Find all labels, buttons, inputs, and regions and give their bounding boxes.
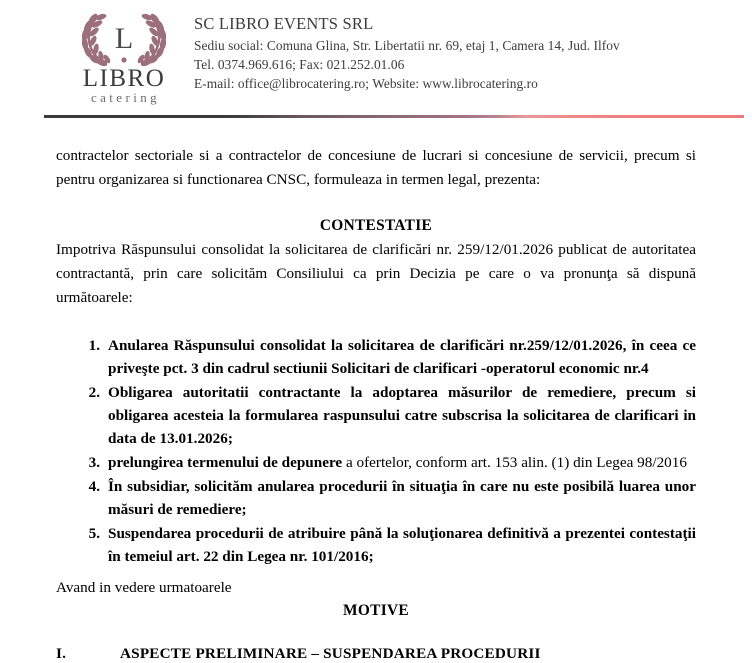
company-logo [68,8,180,104]
claim-bold-text: Anularea Răspunsului consolidat la solicitarea de clarificări nr.259/12/01.2026, în ceea ce priveşte pct. 3 din cadrul sectiunii Solicitari de clarificari -operatorul economic nr.4 [108,337,696,378]
spacer [56,620,696,645]
company-name: SC LIBRO EVENTS SRL [194,14,374,33]
laurel-wreath-icon [76,10,172,68]
company-phone-fax: Tel. 0374.969.616; Fax: 021.252.01.06 [194,56,405,72]
claim-bold-text: Suspendarea procedurii de atribuire până la soluţionarea definitivă a prezentei contestaţii în temeiul art. 22 din Legea nr. 101/2016; [108,524,696,565]
claim-regular-text: a ofertelor, conform art. 153 alin. (1) din Legea 98/2016 [342,453,687,471]
claim-bold-text: prelungirea termenului de depunere [108,453,343,471]
letterhead-divider [44,115,744,118]
logo-wordmark: LIBRO [82,65,166,92]
section-heading [56,645,696,663]
opening-paragraph: contractelor sectoriale si a contractelor de concesiune de lucrari si concesiune de servicii, precum si pentru organizarea si functionarea CNSC, formuleaza in termen legal, prezenta: [56,147,696,189]
document-title: CONTESTATIE [319,217,433,235]
claim-bold-text: Obligarea autoritatii contractante la adoptarea măsurilor de remediere, precum si obligarea acesteia la formularea raspunsului catre subscrisa la solicitarea de clarificari in data de 13.01.2026; [108,383,696,447]
claims-list [56,335,696,569]
company-address: Sediu social: Comuna Glina, Str. Libertatii nr. 69, etaj 1, Camera 14, Jud. Ilfov [194,37,620,53]
letterhead [0,0,752,103]
logo-tagline: catering [90,89,161,105]
intro-paragraph: Impotriva Răspunsului consolidat la solicitarea de clarificări nr. 259/12/01.2026 publicat de autoritatea contractantă, prin care solicităm Consiliului ca prin Decizia pe care o va pronunţa să dispună următoarele: [56,241,696,307]
list-item [56,476,696,522]
logo-monogram: L [114,22,134,55]
list-item [56,382,696,451]
claim-bold-text: În subsidiar, solicităm anularea procedurii în situaţia în care nu este posibilă luarea unor măsuri de remediere; [108,477,696,518]
section-title: ASPECTE PRELIMINARE – SUSPENDAREA PROCEDURII [120,645,541,663]
document-body [0,144,752,663]
list-item [56,523,696,569]
section-number: I. [56,645,67,663]
company-email-website: E-mail: office@librocatering.ro; Website: www.librocatering.ro [194,75,538,91]
spacer [56,192,696,217]
list-item [56,335,696,381]
lead-in-text: Avand in vedere urmatoarele [56,578,232,596]
spacer [56,310,696,335]
company-details [194,8,752,93]
motives-title: MOTIVE [343,602,409,620]
list-item [56,452,696,475]
